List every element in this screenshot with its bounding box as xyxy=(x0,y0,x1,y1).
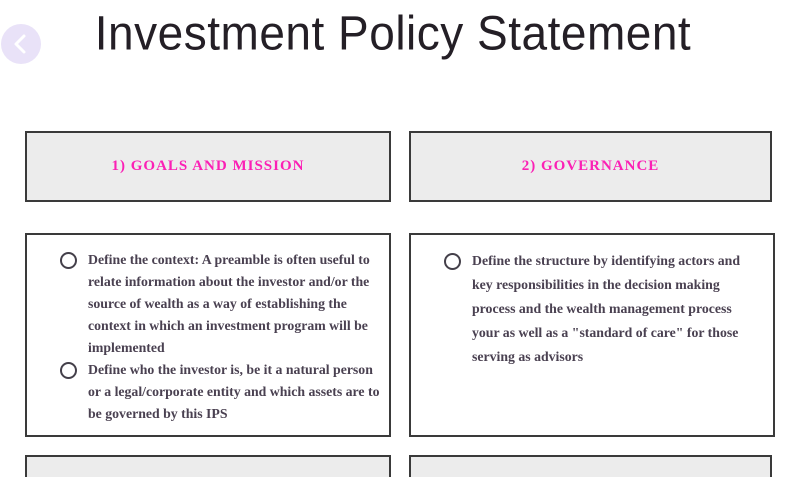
section-header-label: 2) GOVERNANCE xyxy=(521,158,660,174)
checklist-item xyxy=(60,359,381,425)
section-header-governance xyxy=(409,131,772,202)
section-body-governance xyxy=(409,233,775,437)
checkbox-circle[interactable] xyxy=(60,252,77,269)
section-header-box-partial xyxy=(409,455,772,477)
section-header-label: 1) GOALS AND MISSION xyxy=(111,158,305,174)
section-header-box-partial xyxy=(25,455,391,477)
checklist xyxy=(411,235,773,369)
checklist-item xyxy=(444,249,765,369)
section-body-goals-and-mission xyxy=(25,233,391,437)
page-title: Investment Policy Statement xyxy=(94,5,692,61)
checkbox-circle[interactable] xyxy=(444,253,461,270)
checkbox-circle[interactable] xyxy=(60,362,77,379)
checklist-item-text: Define who the investor is, be it a natural person or a legal/corporate entity and which assets are to be governed by this IPS xyxy=(88,362,380,421)
checklist xyxy=(27,235,389,425)
checklist-item xyxy=(60,249,381,359)
section-header-goals-and-mission xyxy=(25,131,391,202)
checklist-item-text: Define the context: A preamble is often useful to relate information about the investor and/or the source of wealth as a way of establishing the context in which an investment program will be implemented xyxy=(88,252,370,355)
checklist-item-text: Define the structure by identifying actors and key responsibilities in the decision making process and the wealth management process your as well as a "standard of care" for those serving as advisors xyxy=(472,253,741,364)
